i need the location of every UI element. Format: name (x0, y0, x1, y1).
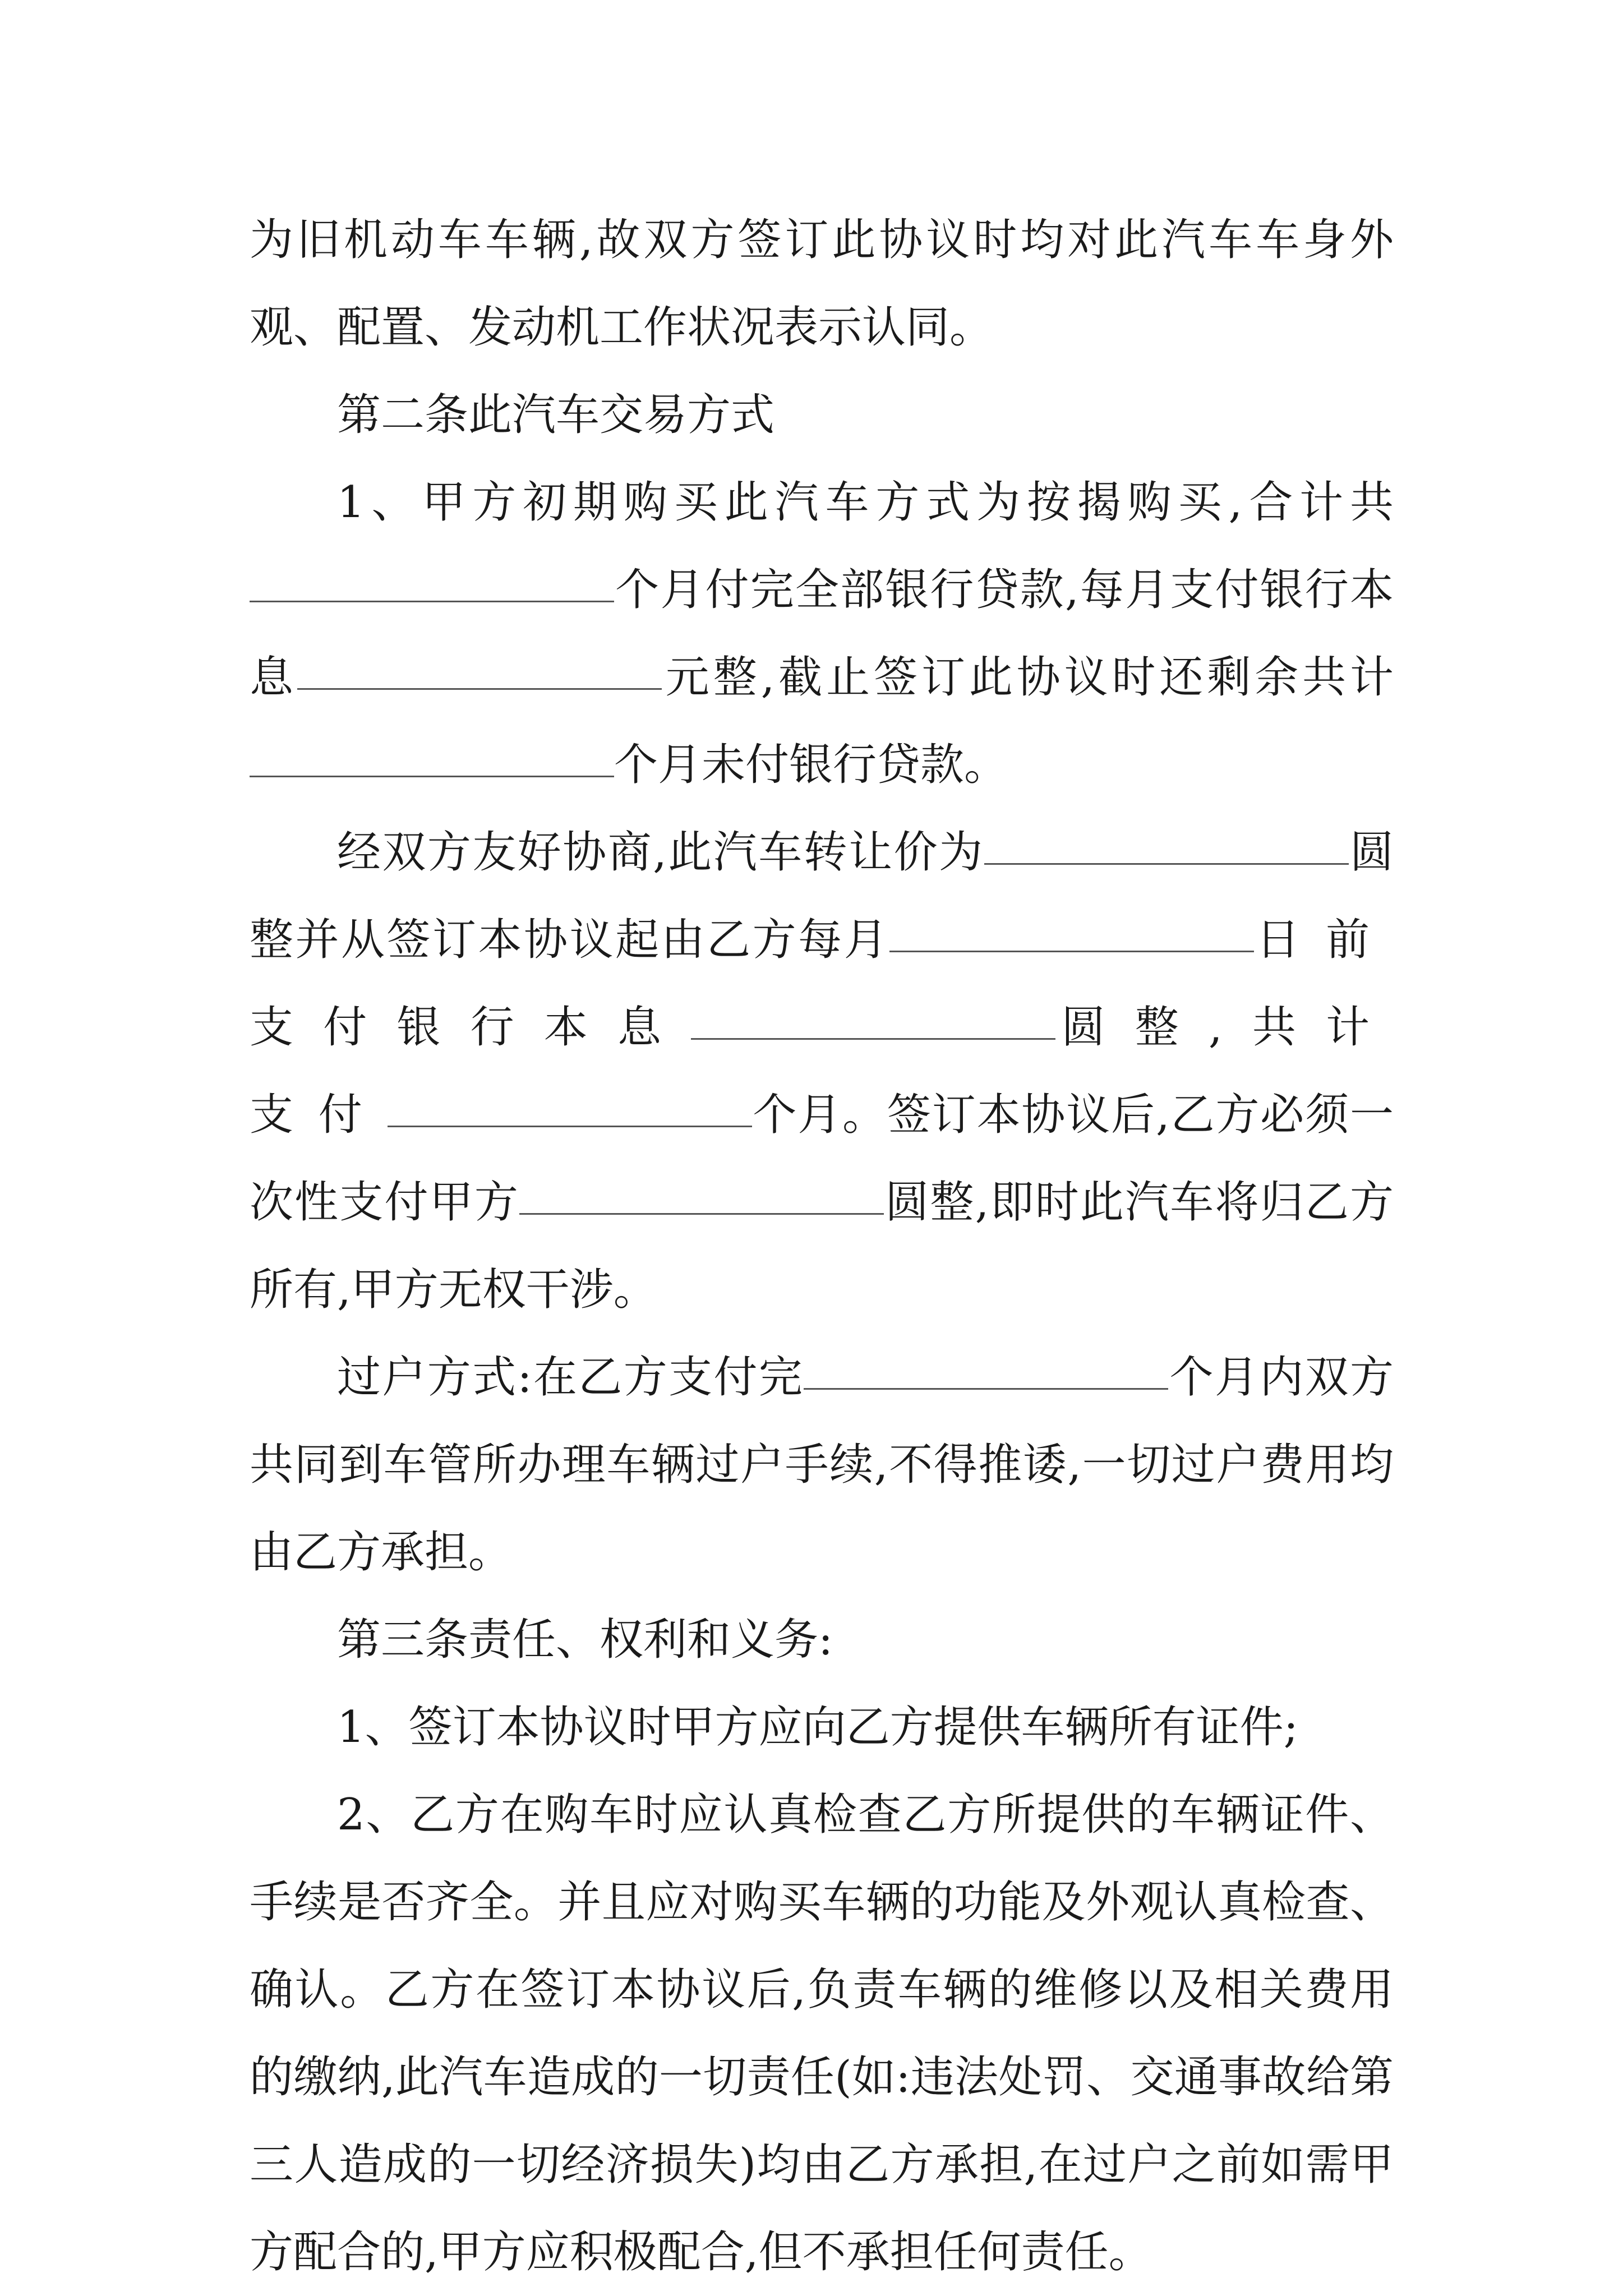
text-segment: 过户方式:在乙方支付完 (337, 1352, 804, 1403)
paragraph-original-purchase (250, 459, 1394, 809)
blank-line (804, 1387, 1168, 1390)
text-segment: 个月付完全部银行贷款,每月支付银行本息 (250, 565, 1394, 703)
text-segment: 圆整,共计支付 (250, 1002, 1394, 1140)
text-segment: 圆整,即时此汽车将归乙方所有,甲方无权干涉。 (250, 1177, 1394, 1315)
paragraph-transfer-price (250, 809, 1394, 1334)
blank-line (297, 688, 662, 690)
text-segment: 日前支付银行本息 (250, 915, 1394, 1053)
paragraph-clause-1: 1、签订本协议时甲方应向乙方提供车辆所有证件; (337, 1702, 1298, 1753)
blank-line (519, 1212, 884, 1215)
blank-line (250, 600, 614, 602)
text-segment: 圆整并从签订本协议起由乙方每月 (250, 827, 1394, 965)
text-segment: 元整,截止签订此协议时还剩余共计 (661, 652, 1394, 703)
blank-line (388, 1125, 752, 1127)
blank-line (984, 863, 1349, 865)
text-segment: 个月未付银行贷款。 (614, 740, 1008, 790)
blank-line (691, 1038, 1055, 1040)
text-segment: 1、甲方初期购买此汽车方式为按揭购买,合计共 (337, 477, 1394, 528)
blank-line (250, 775, 614, 777)
text-segment: 个月。签订本协议后,乙方必须一次性支付甲方 (250, 1090, 1394, 1228)
paragraph-transfer-method (250, 1334, 1394, 1596)
paragraph-vehicle-condition: 为旧机动车车辆,故双方签订此协议时均对此汽车车身外观、配置、发动机工作状况表示认同。 (250, 215, 1394, 353)
heading-article-2: 第二条此汽车交易方式 (337, 390, 775, 440)
text-segment: 个月内双方共同到车管所办理车辆过户手续,不得推诿,一切过户费用均由乙方承担。 (250, 1352, 1394, 1578)
blank-line (889, 950, 1254, 952)
document-body (250, 196, 1394, 2296)
heading-article-3: 第三条责任、权利和义务: (337, 1615, 833, 1665)
text-segment: 经双方友好协商,此汽车转让价为 (337, 827, 984, 878)
paragraph-clause-2: 2、乙方在购车时应认真检查乙方所提供的车辆证件、手续是否齐全。并且应对购买车辆的功能及外观认真检查、确认。乙方在签订本协议后,负责车辆的维修以及相关费用的缴纳,此汽车造成的一切责任(如:违法处罚、交通事故给第三人造成的一切经济损失)均由乙方承担,在过户之前如需甲方配合的,甲方应积极配合,但不承担任何责任。 (250, 1790, 1394, 2277)
